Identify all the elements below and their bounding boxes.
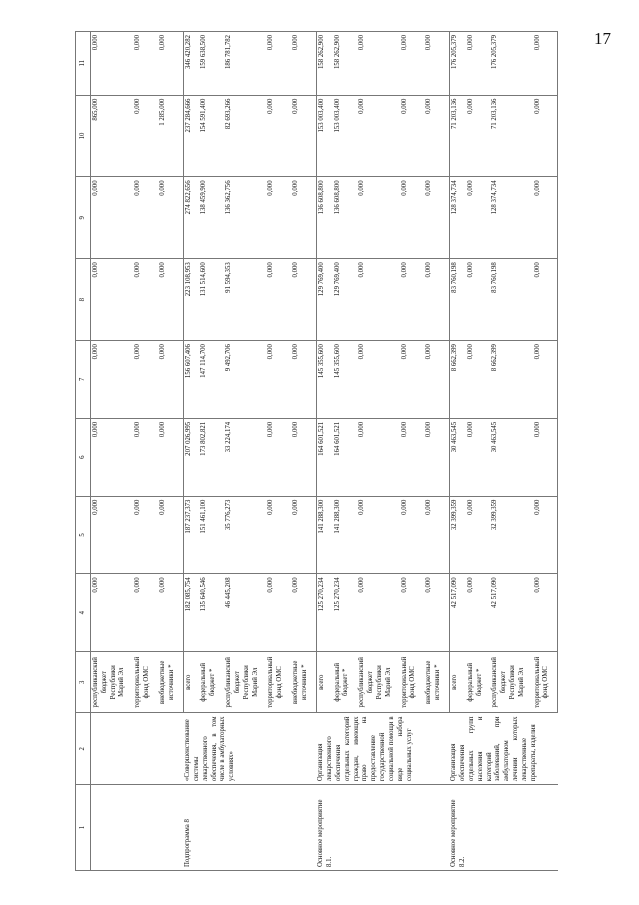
value-cell: 147 114,700 bbox=[199, 341, 224, 419]
funding-source-cell: республиканский бюджет Республики Марий Эл bbox=[490, 652, 532, 713]
value-cell: 30 463,545 bbox=[449, 418, 465, 496]
program-description-cell bbox=[91, 713, 184, 785]
value-cell: 128 374,734 bbox=[449, 177, 465, 259]
value-cell: 0,000 bbox=[357, 259, 399, 341]
value-cell: 135 640,546 bbox=[199, 574, 224, 652]
value-cell: 0,000 bbox=[533, 177, 558, 259]
value-cell: 128 374,734 bbox=[490, 177, 532, 259]
value-cell: 164 601,521 bbox=[333, 418, 358, 496]
funding-source-cell: внебюджетные источники * bbox=[158, 652, 183, 713]
value-cell: 0,000 bbox=[357, 574, 399, 652]
value-cell: 0,000 bbox=[158, 496, 183, 574]
value-cell: 0,000 bbox=[91, 32, 134, 96]
funding-source-cell: территориальный фонд ОМС bbox=[533, 652, 558, 713]
value-cell: 129 769,400 bbox=[316, 259, 332, 341]
column-header: 2 bbox=[76, 713, 91, 785]
funding-source-cell: всего bbox=[316, 652, 332, 713]
value-cell: 8 662,399 bbox=[490, 341, 532, 419]
value-cell: 0,000 bbox=[424, 418, 449, 496]
value-cell: 0,000 bbox=[133, 574, 158, 652]
value-cell: 42 517,090 bbox=[449, 574, 465, 652]
value-cell: 0,000 bbox=[400, 32, 425, 96]
value-cell: 0,000 bbox=[533, 574, 558, 652]
funding-source-cell: республиканский бюджет Республики Марий Эл bbox=[91, 652, 134, 713]
value-cell: 0,000 bbox=[266, 496, 291, 574]
value-cell: 0,000 bbox=[291, 496, 316, 574]
table-row bbox=[91, 32, 134, 871]
value-cell: 83 760,198 bbox=[490, 259, 532, 341]
value-cell: 0,000 bbox=[424, 95, 449, 177]
value-cell: 0,000 bbox=[424, 259, 449, 341]
value-cell: 0,000 bbox=[400, 177, 425, 259]
value-cell: 0,000 bbox=[133, 177, 158, 259]
value-cell: 0,000 bbox=[424, 574, 449, 652]
value-cell: 176 205,379 bbox=[449, 32, 465, 96]
value-cell: 0,000 bbox=[266, 95, 291, 177]
funding-source-cell: республиканский бюджет Республики Марий Эл bbox=[224, 652, 266, 713]
value-cell: 0,000 bbox=[158, 259, 183, 341]
funding-source-cell: федеральный бюджет * bbox=[333, 652, 358, 713]
value-cell: 141 288,300 bbox=[333, 496, 358, 574]
program-name-cell: Основное мероприятие 8.2. bbox=[449, 785, 557, 871]
value-cell: 0,000 bbox=[533, 418, 558, 496]
value-cell: 0,000 bbox=[266, 341, 291, 419]
value-cell: 136 608,800 bbox=[316, 177, 332, 259]
table-row bbox=[449, 32, 465, 871]
value-cell: 0,000 bbox=[133, 32, 158, 96]
value-cell: 91 594,353 bbox=[224, 259, 266, 341]
value-cell: 0,000 bbox=[533, 259, 558, 341]
value-cell: 0,000 bbox=[400, 259, 425, 341]
value-cell: 0,000 bbox=[291, 32, 316, 96]
value-cell: 0,000 bbox=[424, 496, 449, 574]
value-cell: 0,000 bbox=[291, 259, 316, 341]
value-cell: 33 224,174 bbox=[224, 418, 266, 496]
program-name-cell: Подпрограмма 8 bbox=[183, 785, 316, 871]
column-header: 9 bbox=[76, 177, 91, 259]
budget-table bbox=[75, 31, 558, 871]
value-cell: 0,000 bbox=[158, 341, 183, 419]
value-cell: 0,000 bbox=[133, 418, 158, 496]
value-cell: 0,000 bbox=[158, 418, 183, 496]
value-cell: 0,000 bbox=[466, 32, 491, 96]
value-cell: 0,000 bbox=[424, 32, 449, 96]
value-cell: 0,000 bbox=[357, 341, 399, 419]
program-name-cell bbox=[91, 785, 184, 871]
column-header: 3 bbox=[76, 652, 91, 713]
value-cell: 153 003,400 bbox=[333, 95, 358, 177]
value-cell: 145 355,600 bbox=[333, 341, 358, 419]
funding-source-cell: внебюджетные источники * bbox=[424, 652, 449, 713]
value-cell: 0,000 bbox=[133, 95, 158, 177]
column-header: 1 bbox=[76, 785, 91, 871]
column-header: 4 bbox=[76, 574, 91, 652]
column-header: 10 bbox=[76, 95, 91, 177]
value-cell: 0,000 bbox=[357, 95, 399, 177]
value-cell: 0,000 bbox=[158, 177, 183, 259]
value-cell: 0,000 bbox=[533, 341, 558, 419]
value-cell: 0,000 bbox=[133, 259, 158, 341]
value-cell: 0,000 bbox=[533, 32, 558, 96]
value-cell: 125 270,234 bbox=[333, 574, 358, 652]
value-cell: 0,000 bbox=[91, 418, 134, 496]
value-cell: 46 445,208 bbox=[224, 574, 266, 652]
value-cell: 182 085,754 bbox=[183, 574, 199, 652]
value-cell: 153 003,400 bbox=[316, 95, 332, 177]
value-cell: 141 288,300 bbox=[316, 496, 332, 574]
rotated-table-frame bbox=[75, 31, 630, 871]
value-cell: 138 459,900 bbox=[199, 177, 224, 259]
value-cell: 0,000 bbox=[400, 418, 425, 496]
funding-source-cell: территориальный фонд ОМС bbox=[400, 652, 425, 713]
value-cell: 0,000 bbox=[466, 574, 491, 652]
value-cell: 71 203,136 bbox=[449, 95, 465, 177]
value-cell: 0,000 bbox=[91, 574, 134, 652]
value-cell: 0,000 bbox=[424, 341, 449, 419]
funding-source-cell: всего bbox=[183, 652, 199, 713]
value-cell: 0,000 bbox=[291, 177, 316, 259]
program-description-cell: Организация лекарственного обеспечения отдельных категорий граждан, имеющих право на предоставление государственной социальной помощи в виде набора социальных услуг bbox=[316, 713, 449, 785]
value-cell: 176 205,379 bbox=[490, 32, 532, 96]
value-cell: 1 285,000 bbox=[158, 95, 183, 177]
value-cell: 346 420,282 bbox=[183, 32, 199, 96]
table-row bbox=[183, 32, 199, 871]
value-cell: 0,000 bbox=[533, 496, 558, 574]
program-description-cell: «Совершенствование системы лекарственного обеспечения, в том числе в амбулаторных условиях» bbox=[183, 713, 316, 785]
value-cell: 145 355,600 bbox=[316, 341, 332, 419]
funding-source-cell: внебюджетные источники * bbox=[291, 652, 316, 713]
program-description-cell: Организация обеспечения отдельных групп населения и категорий заболеваний, при амбулаторном лечении которых лекарственные препараты, изделия bbox=[449, 713, 557, 785]
funding-source-cell: территориальный фонд ОМС bbox=[133, 652, 158, 713]
value-cell: 0,000 bbox=[466, 341, 491, 419]
value-cell: 0,000 bbox=[266, 418, 291, 496]
value-cell: 83 760,198 bbox=[449, 259, 465, 341]
value-cell: 151 461,100 bbox=[199, 496, 224, 574]
value-cell: 0,000 bbox=[266, 574, 291, 652]
value-cell: 0,000 bbox=[291, 574, 316, 652]
value-cell: 207 026,995 bbox=[183, 418, 199, 496]
value-cell: 0,000 bbox=[291, 95, 316, 177]
value-cell: 71 203,136 bbox=[490, 95, 532, 177]
value-cell: 35 776,273 bbox=[224, 496, 266, 574]
value-cell: 0,000 bbox=[91, 496, 134, 574]
column-header: 6 bbox=[76, 418, 91, 496]
value-cell: 0,000 bbox=[133, 496, 158, 574]
column-header: 11 bbox=[76, 32, 91, 96]
value-cell: 0,000 bbox=[266, 259, 291, 341]
column-number-header bbox=[76, 32, 91, 871]
value-cell: 158 262,900 bbox=[316, 32, 332, 96]
value-cell: 0,000 bbox=[400, 341, 425, 419]
value-cell: 164 601,521 bbox=[316, 418, 332, 496]
value-cell: 0,000 bbox=[466, 418, 491, 496]
funding-source-cell: всего bbox=[449, 652, 465, 713]
value-cell: 0,000 bbox=[400, 95, 425, 177]
value-cell: 0,000 bbox=[133, 341, 158, 419]
value-cell: 0,000 bbox=[466, 95, 491, 177]
funding-source-cell: федеральный бюджет * bbox=[199, 652, 224, 713]
value-cell: 0,000 bbox=[466, 177, 491, 259]
value-cell: 136 608,800 bbox=[333, 177, 358, 259]
value-cell: 0,000 bbox=[357, 177, 399, 259]
value-cell: 865,000 bbox=[91, 95, 134, 177]
value-cell: 159 638,500 bbox=[199, 32, 224, 96]
column-header: 7 bbox=[76, 341, 91, 419]
value-cell: 0,000 bbox=[266, 32, 291, 96]
value-cell: 187 237,373 bbox=[183, 496, 199, 574]
value-cell: 274 822,656 bbox=[183, 177, 199, 259]
value-cell: 8 662,399 bbox=[449, 341, 465, 419]
value-cell: 42 517,090 bbox=[490, 574, 532, 652]
value-cell: 9 492,706 bbox=[224, 341, 266, 419]
table-row bbox=[316, 32, 332, 871]
value-cell: 0,000 bbox=[357, 496, 399, 574]
value-cell: 158 262,900 bbox=[333, 32, 358, 96]
page-number: 17 bbox=[594, 29, 611, 48]
value-cell: 0,000 bbox=[291, 341, 316, 419]
value-cell: 32 399,359 bbox=[449, 496, 465, 574]
value-cell: 0,000 bbox=[466, 259, 491, 341]
value-cell: 136 362,756 bbox=[224, 177, 266, 259]
funding-source-cell: федеральный бюджет * bbox=[466, 652, 491, 713]
value-cell: 129 769,400 bbox=[333, 259, 358, 341]
value-cell: 186 781,782 bbox=[224, 32, 266, 96]
funding-source-cell: республиканский бюджет Республики Марий Эл bbox=[357, 652, 399, 713]
column-header: 5 bbox=[76, 496, 91, 574]
value-cell: 0,000 bbox=[424, 177, 449, 259]
value-cell: 30 463,545 bbox=[490, 418, 532, 496]
value-cell: 0,000 bbox=[466, 496, 491, 574]
value-cell: 0,000 bbox=[158, 32, 183, 96]
value-cell: 154 591,400 bbox=[199, 95, 224, 177]
value-cell: 0,000 bbox=[91, 259, 134, 341]
value-cell: 223 108,953 bbox=[183, 259, 199, 341]
value-cell: 0,000 bbox=[357, 32, 399, 96]
table-body bbox=[91, 32, 558, 871]
value-cell: 32 399,359 bbox=[490, 496, 532, 574]
value-cell: 156 607,406 bbox=[183, 341, 199, 419]
program-name-cell: Основное мероприятие 8.1. bbox=[316, 785, 449, 871]
funding-source-cell: территориальный фонд ОМС bbox=[266, 652, 291, 713]
value-cell: 125 270,234 bbox=[316, 574, 332, 652]
value-cell: 82 693,266 bbox=[224, 95, 266, 177]
value-cell: 0,000 bbox=[91, 177, 134, 259]
value-cell: 0,000 bbox=[266, 177, 291, 259]
value-cell: 173 802,821 bbox=[199, 418, 224, 496]
value-cell: 131 514,600 bbox=[199, 259, 224, 341]
value-cell: 0,000 bbox=[400, 574, 425, 652]
column-header: 8 bbox=[76, 259, 91, 341]
value-cell: 0,000 bbox=[533, 95, 558, 177]
value-cell: 0,000 bbox=[158, 574, 183, 652]
value-cell: 237 284,666 bbox=[183, 95, 199, 177]
value-cell: 0,000 bbox=[91, 341, 134, 419]
value-cell: 0,000 bbox=[291, 418, 316, 496]
value-cell: 0,000 bbox=[357, 418, 399, 496]
value-cell: 0,000 bbox=[400, 496, 425, 574]
